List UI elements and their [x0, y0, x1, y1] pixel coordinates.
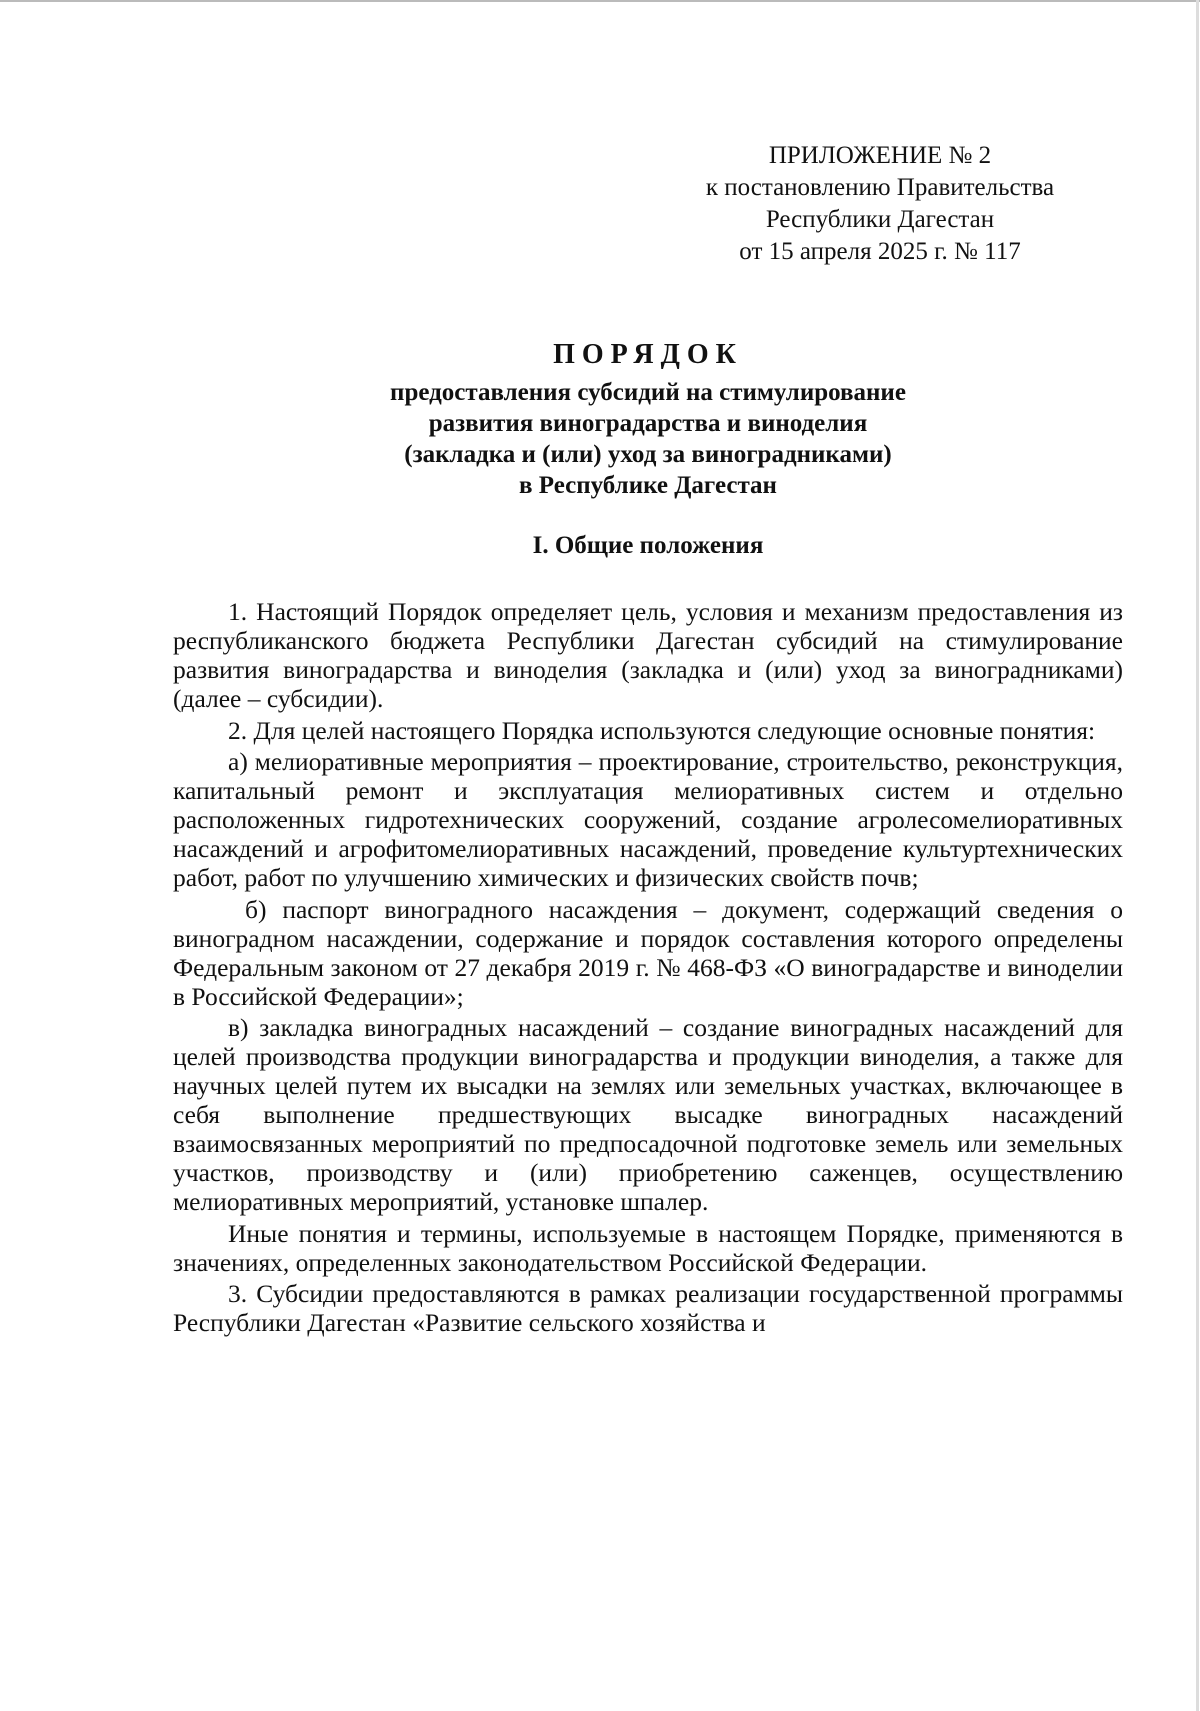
- appendix-republic: Республики Дагестан: [765, 206, 995, 233]
- paragraph-2: 2. Для целей настоящего Порядка используются следующие основные понятия:: [228, 715, 1096, 745]
- title-line-3: (закладка и (или) уход за виноградниками): [404, 441, 892, 468]
- appendix-header: [690, 140, 1070, 268]
- title-line-4: в Республике Дагестан: [519, 472, 777, 499]
- paragraph-other-terms: Иные понятия и термины, используемые в настоящем Порядке, применяются в значениях, определенных законодательством Российской Федерации.: [173, 1218, 1123, 1277]
- paragraph-1: 1. Настоящий Порядок определяет цель, условия и механизм предоставления из республиканского бюджета Республики Дагестан субсидий на стимулирование развития виноградарства и виноделия (закладка и (или) уход за виноградниками) (далее – субсидии).: [173, 597, 1123, 713]
- appendix-resolution: к постановлению Правительства: [705, 174, 1055, 201]
- document-title: [173, 335, 1123, 501]
- paragraph-2a: а) мелиоративные мероприятия – проектирование, строительство, реконструкция, капитальный ремонт и эксплуатация мелиоративных систем и отдельно расположенных гидротехнических сооружений, создание агролесомелиоративных насаждений и агрофитомелиоративных насаждений, проведение культуртехнических работ, работ по улучшению химических и физических свойств почв;: [173, 747, 1123, 892]
- scan-edge-top: [0, 0, 1200, 2]
- appendix-date: от 15 апреля 2025 г. № 117: [739, 238, 1021, 265]
- appendix-number: ПРИЛОЖЕНИЕ № 2: [768, 142, 992, 169]
- section-heading: I. Общие положения: [532, 532, 764, 559]
- title-line-1: предоставления субсидий на стимулирование: [390, 379, 906, 406]
- title-main: ПОРЯДОК: [553, 339, 743, 370]
- title-line-2: развития виноградарства и виноделия: [428, 410, 868, 437]
- body-text: [173, 597, 1123, 1340]
- paragraph-3: 3. Субсидии предоставляются в рамках реализации государственной программы Республики Дагестан «Развитие сельского хозяйства и: [173, 1279, 1123, 1337]
- paragraph-2c: в) закладка виноградных насаждений – создание виноградных насаждений для целей производства продукции виноградарства и продукции виноделия, а также для научных целей путем их высадки на землях или земельных участках, включающее в себя выполнение предшествующих высадке виноградных насаждений взаимосвязанных мероприятий по предпосадочной подготовке земель или земельных участков, производству и (или) приобретению саженцев, осуществлению мелиоративных мероприятий, установке шпалер.: [173, 1013, 1123, 1216]
- paragraph-2b: б) паспорт виноградного насаждения – документ, содержащий сведения о виноградном насаждении, содержание и порядок составления которого определены Федеральным законом от 27 декабря 2019 г. № 468-ФЗ «О виноградарстве и виноделии в Российской Федерации»;: [173, 894, 1123, 1011]
- scan-edge-right: [1196, 0, 1199, 1711]
